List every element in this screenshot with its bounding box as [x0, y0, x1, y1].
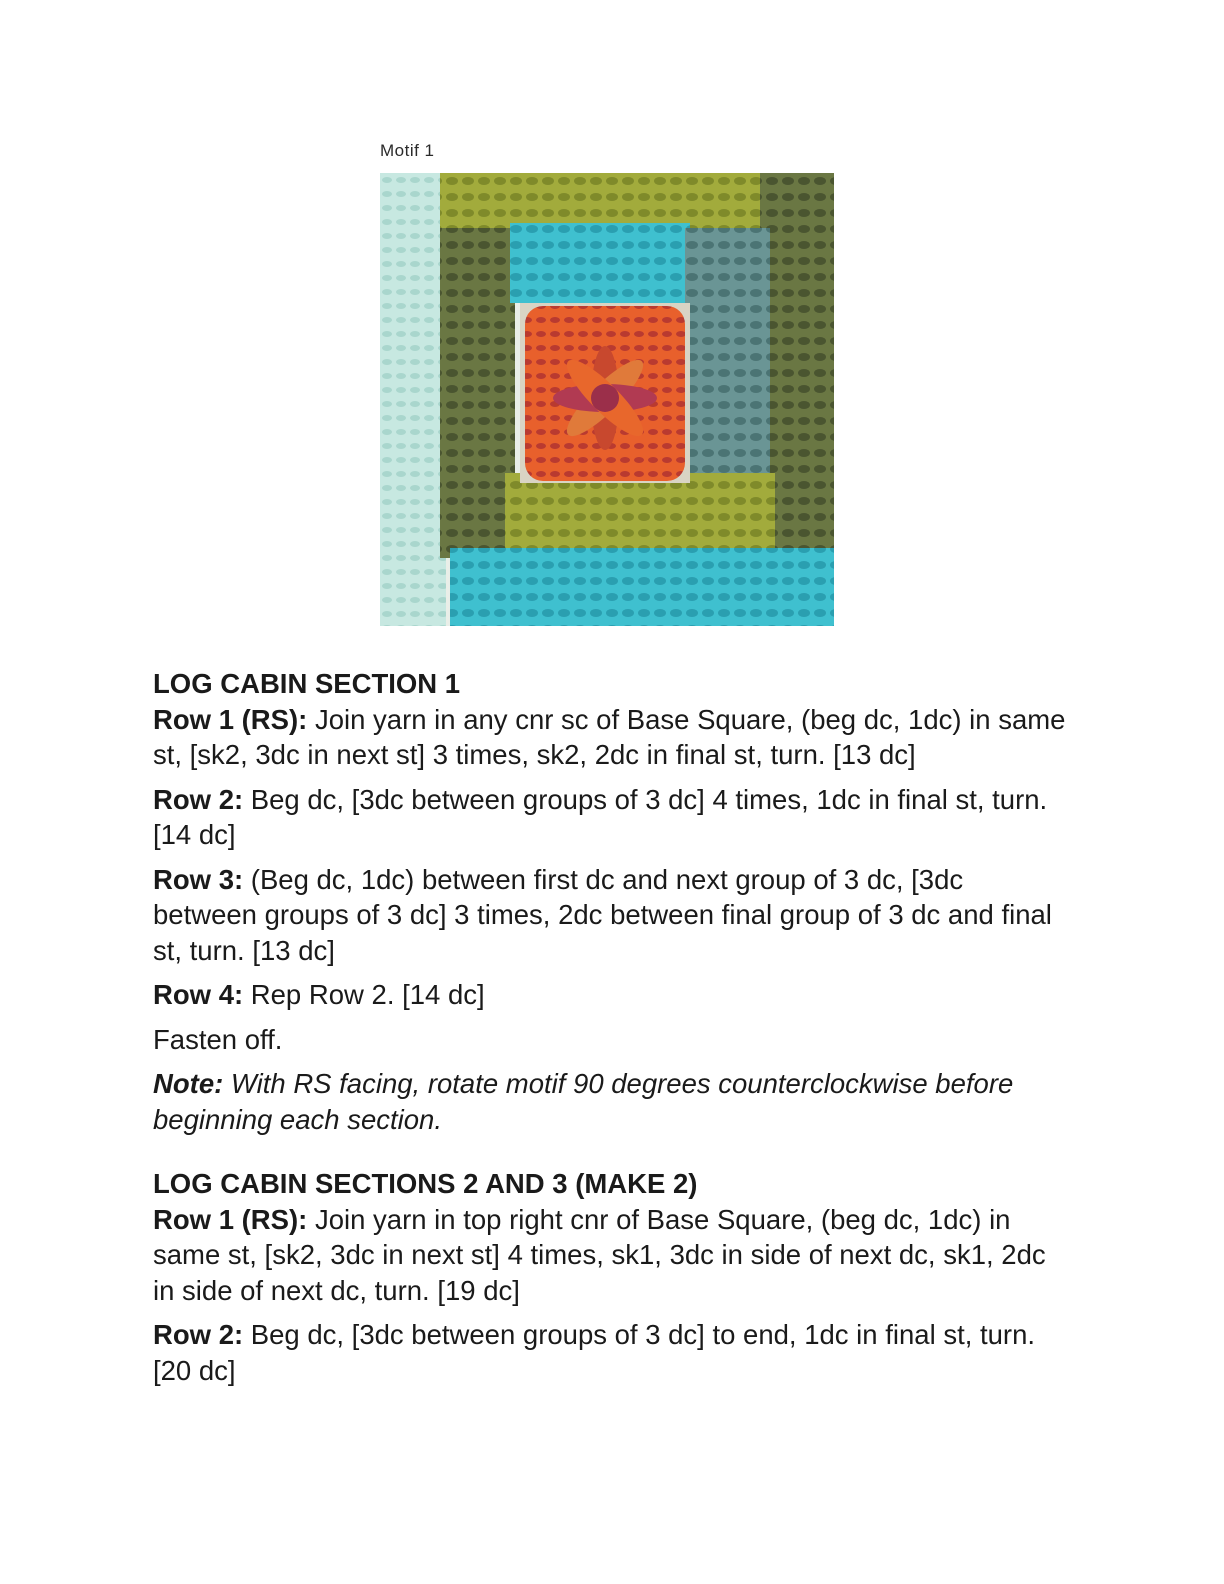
note-label: Note:	[153, 1068, 224, 1099]
row-label: Row 2:	[153, 1319, 244, 1350]
note-text: With RS facing, rotate motif 90 degrees counterclockwise before beginning each section.	[153, 1068, 1014, 1135]
row-label: Row 3:	[153, 863, 244, 895]
teal-bottom-band	[450, 548, 834, 626]
row-text: Join yarn in top right cnr of Base Square, (beg dc, 1dc) in same st, [sk2, 3dc in next st] 4 times, sk1, 3dc in side of next dc, sk1, 2dc in side of next dc, turn. [19 dc]	[153, 1203, 1046, 1306]
note	[153, 1066, 1073, 1137]
row-label: Row 1 (RS):	[153, 1203, 308, 1235]
section-gap	[153, 1146, 1073, 1166]
row-instruction	[153, 977, 1073, 1013]
row-label: Row 2:	[153, 783, 244, 815]
olive-inner-bottom	[505, 473, 775, 553]
row-instruction	[153, 862, 1073, 969]
row-label: Row 4:	[153, 979, 244, 1010]
row-text: Rep Row 2. [14 dc]	[243, 979, 485, 1010]
section-title: LOG CABIN SECTIONS 2 AND 3 (MAKE 2)	[153, 1168, 698, 1199]
row-instruction	[153, 782, 1073, 853]
row-instruction	[153, 1317, 1073, 1388]
section-title: LOG CABIN SECTION 1	[153, 668, 461, 699]
mint-strip	[380, 173, 446, 626]
row-text: Beg dc, [3dc between groups of 3 dc] to end, 1dc in final st, turn. [20 dc]	[153, 1319, 1036, 1386]
row-text: Beg dc, [3dc between groups of 3 dc] 4 times, 1dc in final st, turn. [14 dc]	[153, 783, 1048, 850]
row-instruction	[153, 1202, 1073, 1309]
row-label: Row 1 (RS):	[153, 703, 308, 735]
moss-left-band	[440, 228, 515, 558]
row-instruction	[153, 702, 1073, 773]
center-flower	[553, 346, 657, 450]
crochet-motif-image	[380, 173, 834, 626]
fasten-off: Fasten off.	[153, 1023, 283, 1055]
teal-inner-top	[510, 223, 690, 303]
pattern-instructions	[153, 666, 1073, 1397]
slate-inner-right	[685, 228, 770, 478]
row-text: Join yarn in any cnr sc of Base Square, (beg dc, 1dc) in same st, [sk2, 3dc in next st] 3 times, sk2, 2dc in final st, turn. [13 dc]	[153, 703, 1066, 770]
figure-caption: Motif 1	[380, 141, 435, 160]
row-text: (Beg dc, 1dc) between first dc and next group of 3 dc, [3dc between groups of 3 dc] 3 times, 2dc between final group of 3 dc and final st, turn. [13 dc]	[153, 863, 1052, 966]
